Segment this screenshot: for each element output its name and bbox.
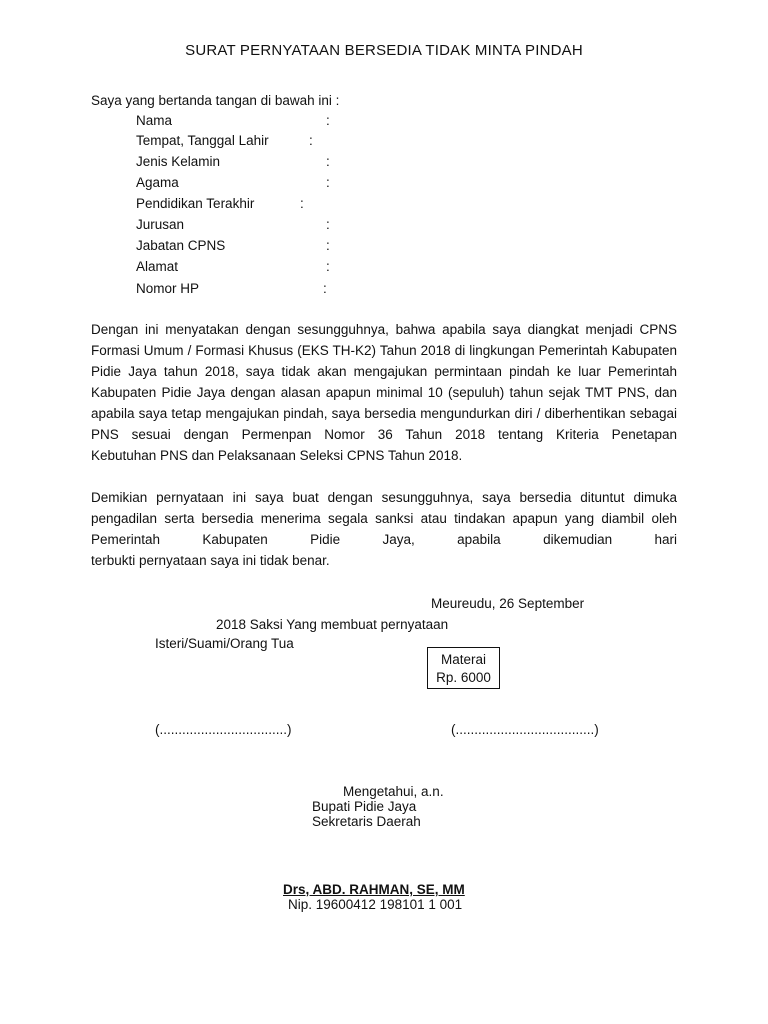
closing-paragraph	[91, 487, 677, 571]
witness-signature-blank: (..................................)	[155, 722, 292, 737]
field-label-pendidikan-terakhir: Pendidikan Terakhir	[136, 196, 255, 211]
paragraph-line: yang diambil oleh Pemerintah Kabupaten Pidie Jaya, apabila dikemudian hari	[91, 511, 677, 547]
paragraph-line: menjadi CPNS Formasi Umum / Formasi Khusus (EKS TH-K2) Tahun 2018 di	[91, 322, 677, 358]
paragraph-line: lingkungan Pemerintah Kabupaten Pidie Jaya tahun 2018, saya tidak akan	[91, 343, 677, 379]
maker-signature-blank: (.....................................)	[451, 722, 599, 737]
field-colon: :	[326, 175, 330, 190]
field-label-tempat-tanggal-lahir: Tempat, Tanggal Lahir	[136, 133, 269, 148]
field-label-jabatan-cpns: Jabatan CPNS	[136, 238, 226, 253]
field-colon: :	[309, 133, 313, 148]
paragraph-line: Dengan ini menyatakan dengan sesungguhnya, bahwa apabila saya diangkat	[91, 322, 579, 337]
field-colon: :	[326, 154, 330, 169]
field-colon: :	[326, 238, 330, 253]
materai-stamp-box	[427, 647, 500, 689]
paragraph-line: Demikian pernyataan ini saya buat dengan sesungguhnya, saya bersedia dituntut	[91, 490, 625, 505]
approval-line-1: Mengetahui, a.n.	[343, 784, 444, 799]
paragraph-line: PNS sesuai dengan Permenpan Nomor 36 Tahun 2018 tentang Kriteria Penetapan	[91, 427, 677, 442]
field-label-nomor-hp: Nomor HP	[136, 281, 200, 296]
official-nip: Nip. 19600412 198101 1 001	[288, 897, 463, 912]
paragraph-line: mengajukan pindah, saya bersedia mengundurkan diri / diberhentikan sebagai	[205, 406, 677, 421]
field-label-jurusan: Jurusan	[136, 217, 185, 232]
paragraph-line: mengajukan permintaan pindah ke luar Pemerintah Kabupaten Pidie Jaya dengan	[91, 364, 677, 400]
field-colon: :	[323, 281, 327, 296]
witness-role: Isteri/Suami/Orang Tua	[155, 636, 294, 651]
field-colon: :	[300, 196, 304, 211]
approval-line-3: Sekretaris Daerah	[312, 814, 421, 829]
paragraph-line: dimuka pengadilan serta bersedia menerima segala sanksi atau tindakan apapun	[91, 490, 677, 526]
field-colon: :	[326, 217, 330, 232]
place-date: Meureudu, 26 September	[431, 596, 585, 611]
paragraph-line: alasan apapun minimal 10 (sepuluh) tahun sejak TMT PNS, dan apabila saya tetap	[91, 385, 677, 421]
field-colon: :	[326, 259, 330, 274]
paragraph-line: terbukti pernyataan saya ini tidak benar.	[91, 553, 330, 568]
field-colon: :	[326, 113, 330, 128]
materai-label: Materai	[440, 652, 486, 667]
official-name: Drs, ABD. RAHMAN, SE, MM	[283, 882, 465, 897]
document-title: SURAT PERNYATAAN BERSEDIA TIDAK MINTA PINDAH	[185, 42, 583, 59]
field-label-agama: Agama	[136, 175, 179, 190]
paragraph-line: Kebutuhan PNS dan Pelaksanaan Seleksi CPNS Tahun 2018.	[91, 448, 463, 463]
approval-line-2: Bupati Pidie Jaya	[312, 799, 417, 814]
field-label-nama: Nama	[136, 113, 173, 128]
statement-paragraph	[91, 319, 677, 466]
field-label-alamat: Alamat	[136, 259, 179, 274]
year-witness-maker-line: 2018 Saksi Yang membuat pernyataan	[216, 617, 449, 632]
materai-value: Rp. 6000	[436, 670, 491, 685]
field-label-jenis-kelamin: Jenis Kelamin	[136, 154, 221, 169]
intro-text: Saya yang bertanda tangan di bawah ini :	[91, 93, 340, 108]
